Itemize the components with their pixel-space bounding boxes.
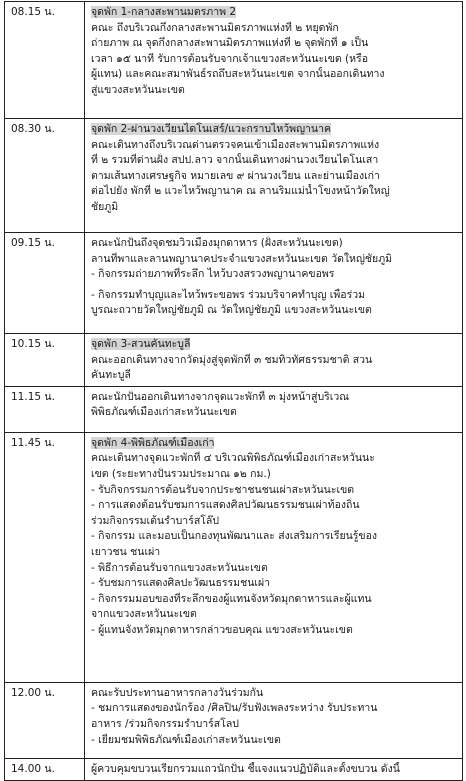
activity-line: - กิจกรรมทำบุญและไหว้พระขอพร ร่วมบริจาคทำบุญ เพื่อร่วม — [91, 288, 366, 301]
activity-line: ถ่ายภาพ ณ จุดกึ่งกลางสะพานมิตรภาพแห่งที่ ๒ จุดพักที่ ๑ เป็น — [91, 37, 369, 50]
stop-heading: จุดพัก 3-สวนคันทะบูลี — [91, 338, 191, 350]
activity-cell — [85, 758, 463, 780]
time-cell: 09.15 น. — [5, 233, 85, 334]
activity-line: - ชมการแสดงของนักร้อง /ศิลปิน/รับฟังเพลงระหว่าง รับประทาน — [91, 702, 378, 715]
activity-line: เวลา ๑๕ นาที รับการต้อนรับจากเจ้าแขวงสะหวันนะเขต (หรือ — [91, 52, 368, 65]
activity-line: - ผู้แทนจังหวัดมุกดาหารกล่าวขอบคุณ แขวงสะหวันนะเขต — [91, 623, 353, 636]
activity-line: ร่วมกิจกรรมเต้นรำบาร์สโล๊ป — [91, 514, 219, 527]
time-cell: 08.15 น. — [5, 2, 85, 119]
time-cell: 08.30 น. — [5, 119, 85, 233]
schedule-row — [5, 233, 463, 334]
activity-line: ที่ ๒ รวมที่ด่านฝั่ง สปป.ลาว จากนั้นเดินทางผ่านวงเวียนไดโนเสา — [91, 154, 379, 167]
schedule-row — [5, 386, 463, 432]
activity-line: - พิธีการต้อนรับจากแขวงสะหวันนะเขต — [91, 561, 268, 574]
activity-line: คณะนักปั่นถึงจุดชมวิวเมืองมุกดาหาร (ฝั่งสะหวันนะเขต) — [91, 237, 343, 249]
stop-heading: จุดพัก 4-พิพิธภัณฑ์เมืองเก่า — [91, 436, 215, 449]
activity-line: - กิจกรรมถ่ายภาพที่ระลึก ไหว้บวงสรวงพญานาคขอพร — [91, 268, 335, 281]
activity-line: คณะเดินทางถึงบริเวณด่านตรวจคนเข้าเมืองสะพานมิตรภาพแห่ง — [91, 138, 380, 151]
activity-line: ต่อไปยัง พักที่ ๒ แวะไหว้พญานาค ณ ลานริมแม่น้ำโขงหน้าวัดใหญ่ — [91, 185, 390, 198]
activity-cell — [85, 432, 463, 682]
activity-line: ผู้แทน) และคณะสมาพันธ์รถถึบสะหวันนะเขต จากนั้นออกเดินทาง — [91, 68, 385, 81]
activity-line: - กิจกรรมมอบของที่ระลึกของผู้แทนจังหวัดมุกดาหารและผู้แทน — [91, 592, 372, 605]
time-cell: 11.15 น. — [5, 386, 85, 432]
activity-line: คณะออกเดินทางจากวัดมุ่งสู่จุดพักที่ ๓ ชมทิวทัศธรรมชาติ สวน — [91, 353, 373, 366]
activity-line: ตามเส้นทางเศรษฐกิจ หมายเลข ๙ ผ่านวงเวียน และย่านเมืองเก่า — [91, 169, 380, 182]
time-cell: 14.00 น. — [5, 758, 85, 780]
activity-cell — [85, 2, 463, 119]
stop-heading: จุดพัก 2-ผ่านวงเวียนไดโนเสร์/แวะกราบไหว้พญานาค — [91, 123, 332, 135]
activity-cell — [85, 233, 463, 334]
activity-line: - รับชมการแสดงศิลปะวัฒนธรรมชนเผ่า — [91, 577, 271, 590]
activity-line: จากแขวงสะหวันนะเขต — [91, 608, 197, 621]
activity-cell — [85, 334, 463, 387]
activity-line: - การแสดงต้อนรับชมการแสดงศิลปวัฒนธรรมชนเผ่าท้องถิ่น — [91, 499, 360, 512]
schedule-row — [5, 2, 463, 119]
time-cell: 11.45 น. — [5, 432, 85, 682]
activity-line: คณะนักปั่นออกเดินทางจากจุดแวะพักที่ ๓ มุ่งหน้าสู่บริเวณ — [91, 390, 349, 403]
activity-line: เขต (ระยะทางปั่นรวมประมาณ ๑๒ กม.) — [91, 467, 271, 480]
schedule-row — [5, 119, 463, 233]
activity-cell — [85, 119, 463, 233]
activity-line: เยาวชน ชนเผ่า — [91, 545, 161, 558]
schedule-row — [5, 682, 463, 758]
activity-line: - กิจกรรม และมอบเป็นกองทุนพัฒนาและ ส่งเสริมการเรียนรู้ของ — [91, 530, 378, 543]
activity-line: - รับกิจกรรมการต้อนรับจากประชาชนชนเผ่าสะหวันนะเขต — [91, 483, 355, 496]
activity-line: สู่แขวงสะหวันนะเขต — [91, 83, 185, 96]
schedule-row — [5, 758, 463, 780]
activity-line: คณะรับประทานอาหารกลางวันร่วมกัน — [91, 686, 264, 699]
activity-line: คณะเดินทางจุดแวะพักที่ ๔ บริเวณพิพิธภัณฑ์เมืองเก่าสะหวันนะ — [91, 452, 375, 465]
schedule-row — [5, 334, 463, 387]
activity-cell — [85, 386, 463, 432]
schedule-row — [5, 432, 463, 682]
activity-line: คณะ ถึงบริเวณกึ่งกลางสะพานมิตรภาพแห่งที่ ๒ หยุดพัก — [91, 21, 339, 34]
activity-line: ผู้ควบคุมขบวนเรียกรวมแถวนักปั่น ชี้แจงแนวปฏิบัติและตั้งขบวน ดังนี้ — [91, 762, 400, 775]
activity-line: พิพิธภัณฑ์เมืองเก่าสะหวันนะเขต — [91, 406, 237, 419]
activity-line: ลานที่พาและลานพญานาคประจำแขวงสะหวันนะเขต วัดใหญ่ชัยภูมิ — [91, 252, 393, 265]
time-cell: 10.15 น. — [5, 334, 85, 387]
activity-line: ชัยภูมิ — [91, 200, 119, 213]
schedule-table — [4, 1, 463, 781]
activity-line: คันทะบูลี — [91, 369, 131, 382]
time-cell: 12.00 น. — [5, 682, 85, 758]
activity-line: บูรณะถวายวัดใหญ่ชัยภูมิ ณ วัดใหญ่ชัยภูมิ แขวงสะหวันนะเขต — [91, 304, 372, 317]
activity-line: - เยี่ยมชมพิพิธภัณฑ์เมืองเก่าสะหวันนะเขต — [91, 733, 281, 746]
activity-cell — [85, 682, 463, 758]
stop-heading: จุดพัก 1-กลางสะพานมตรภาพ 2 — [91, 6, 237, 18]
activity-line: อาหาร /ร่วมกิจกรรมรำบาร์สโลป — [91, 717, 239, 730]
